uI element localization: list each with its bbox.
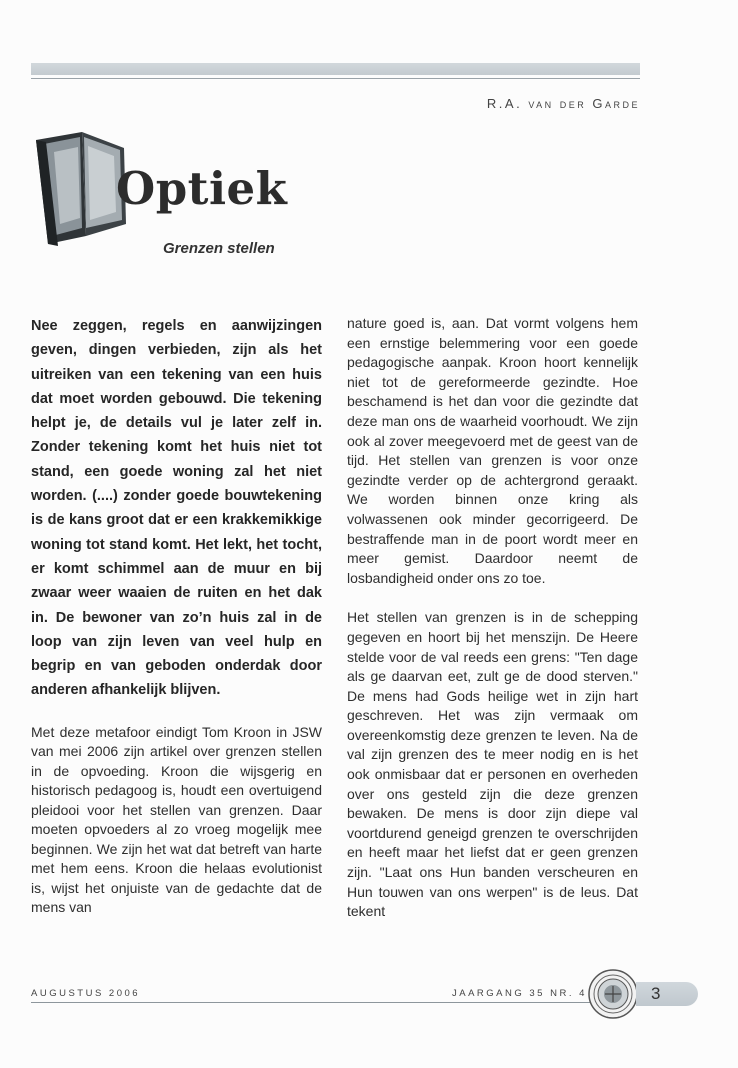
left-column [31,314,322,918]
seal-emblem-icon [587,968,639,1020]
body-paragraph: Het stellen van grenzen is in de schepping gegeven en hoort bij het menszijn. De Heere stelde voor de val reeds een grens: "Ten dage als ge daarvan eet, zult ge de dood sterven." De mens had Gods heilige wet in zijn hart geschreven. Het was zijn vermaak om overeenkomstig deze grenzen te leven. Na de val zijn grenzen des te meer nodig en is het ook onmisbaar dat er personen en overheden over ons gesteld zijn die deze grenzen bewaken. De mens is door zijn diepe val voortdurend geneigd grenzen te overschrijden en heeft maar het liefst dat er geen grenzen zijn. "Laat ons Hun banden verscheuren en Hun touwen van ons werpen" is de leus. Dat tekent [347,609,638,920]
footer-rule [31,1002,591,1003]
logo-title: Optiek [116,162,288,215]
issue-volume: JAARGANG 35 NR. 4 [452,988,587,999]
article-subtitle: Grenzen stellen [163,240,275,257]
right-column [347,314,638,922]
body-paragraph: nature goed is, aan. Dat vormt volgens hem een ernstige belemmering voor een goede pedagogische aanpak. Kroon hoort kennelijk niet tot de gereformeerde gezindte. Hoe beschamend is het dan voor die gezindte dat deze man ons de waarheid voorhoudt. We zijn ook al zover meegevoerd met de geest van de tijd. Het stellen van grenzen is voor onze gezindte verder op de achtergrond geraakt. We worden binnen onze kring als volwassenen ook minder gecorrigeerd. De bestraffende man in de poort wordt meer en meer gemist. Daardoor neemt de losbandigheid onder ons zo toe. [347,315,638,586]
intro-paragraph: Nee zeggen, regels en aanwijzingen geven, dingen verbieden, zijn als het uitreiken van een tekening van een huis dat moet worden gebouwd. Die tekening helpt je, de details vul je later zelf in. Zonder tekening komt het huis niet tot stand, een goede woning zal het niet worden. (....) zonder goede bouwtekening is de kans groot dat er een krakkemikkige woning tot stand komt. Het lekt, het tocht, er komt schimmel aan de muur en bij zwaar weer waaien de ruiten en het dak in. De bewoner van zo’n huis zal in de loop van zijn leven van veel hulp en begrip en van geboden onderdak door anderen afhankelijk blijven. [31,318,322,699]
issue-date: AUGUSTUS 2006 [31,988,141,999]
page-number-tab [636,982,698,1006]
header-rule [31,78,640,79]
body-paragraph: Met deze metafoor eindigt Tom Kroon in JSW van mei 2006 zijn artikel over grenzen stellen in de opvoeding. Kroon die wijsgerig en historisch pedagoog is, houdt een overtuigend pleidooi voor het stellen van grenzen. Daar moeten opvoeders al zo vroeg mogelijk mee beginnen. We zijn het wat dat betreft van harte met hem eens. Kroon die helaas evolutionist is, wijst het onjuiste van de gedachte dat de mens van [31,723,322,916]
header-bar [31,63,640,75]
author-name: R.A. van der Garde [486,96,640,111]
page-number: 3 [651,984,661,1003]
